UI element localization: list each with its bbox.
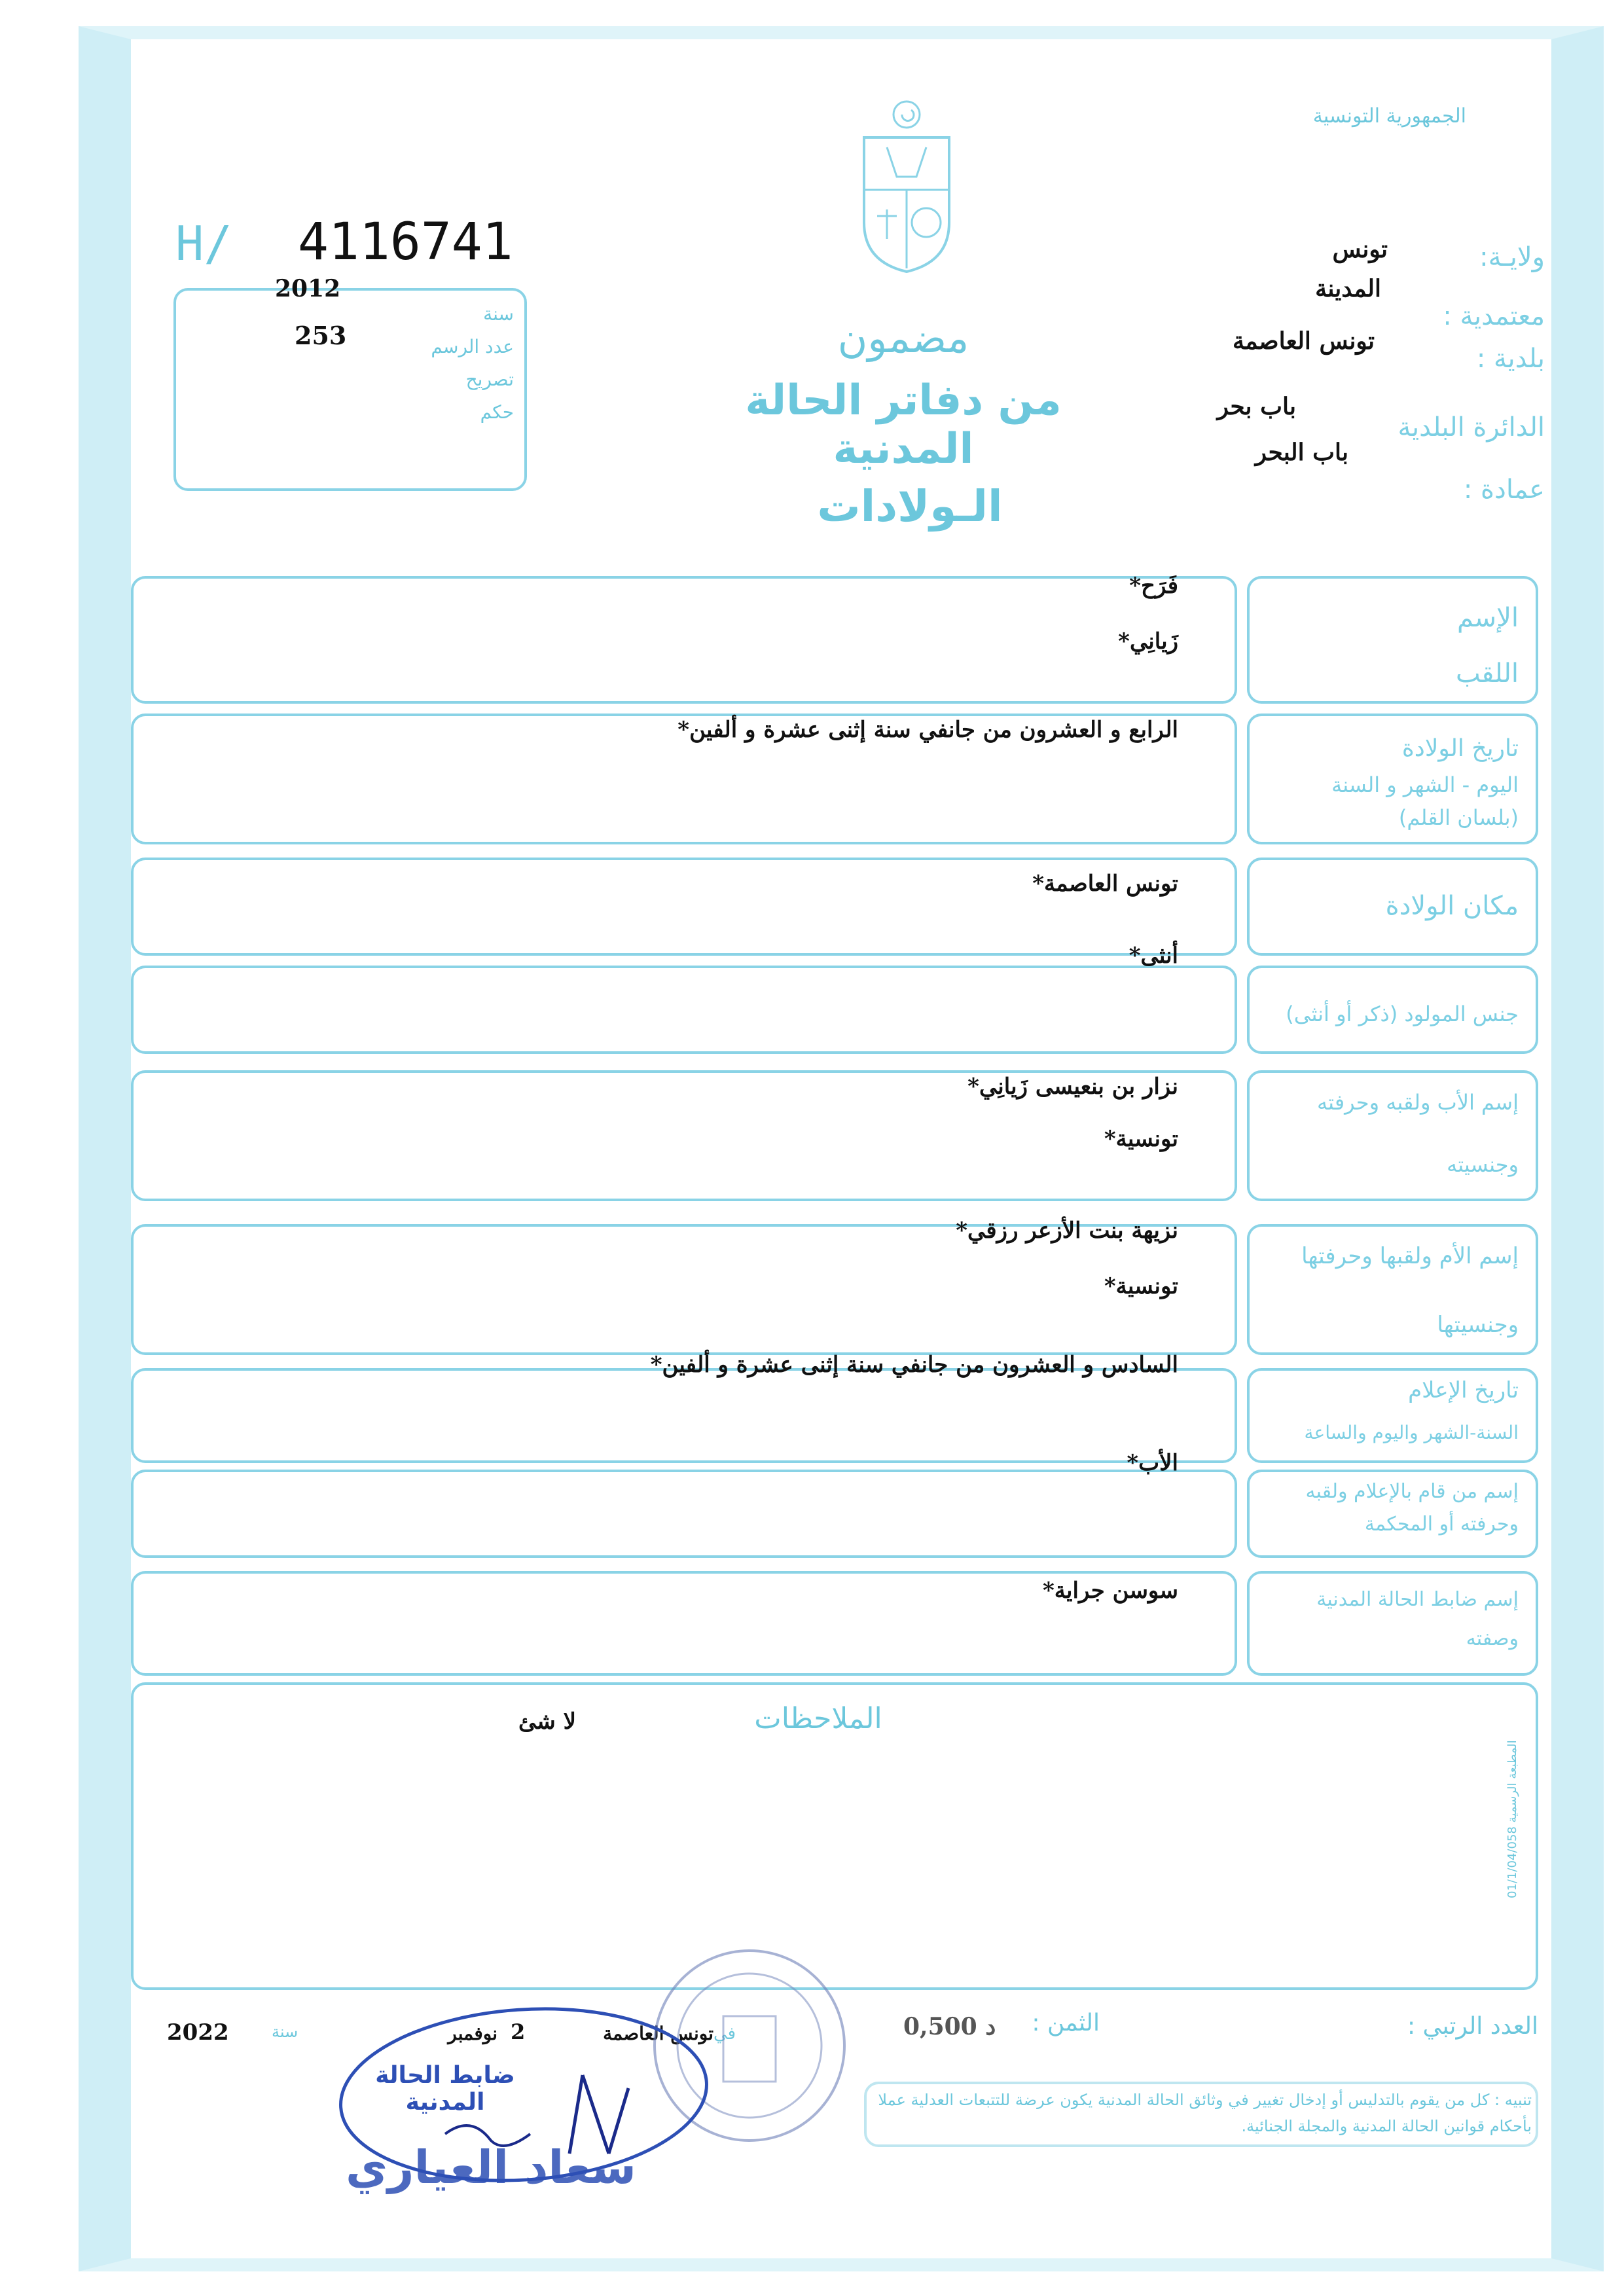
sex-value-box bbox=[131, 966, 1237, 1054]
title-content: مضمون bbox=[837, 314, 969, 362]
mootamadia-value: المدينة bbox=[1315, 275, 1381, 302]
place-prefix: في bbox=[713, 2024, 736, 2044]
place-value: تونس العاصمة bbox=[603, 2023, 713, 2044]
price-label: الثمن : bbox=[1032, 2010, 1100, 2036]
declarant-value-box bbox=[131, 1470, 1237, 1558]
declaration-value: السادس و العشرون من جانفي سنة إثنى عشرة و ألفين* bbox=[650, 1352, 1178, 1378]
baladia-value: تونس العاصمة bbox=[1232, 327, 1375, 355]
declarant-value: الأب* bbox=[1127, 1450, 1178, 1476]
mother-label: إسم الأم ولقبها وحرفتها bbox=[1301, 1243, 1519, 1269]
officer-label: إسم ضابط الحالة المدنية bbox=[1316, 1588, 1519, 1611]
surname-value: زَيانِي* bbox=[1118, 628, 1178, 655]
baladia-label: بلدية : bbox=[1476, 344, 1545, 374]
declarant-sublabel: وحرفته أو المحكمة bbox=[1364, 1513, 1519, 1536]
sex-value: أنثى* bbox=[1128, 943, 1178, 969]
officer-sublabel: وصفته bbox=[1466, 1627, 1519, 1650]
birthdate-value: الرابع و العشرون من جانفي سنة إثنى عشرة و ألفين* bbox=[677, 717, 1178, 743]
date-day: 2 bbox=[511, 2019, 526, 2044]
surname-label: اللقب bbox=[1455, 659, 1519, 689]
omada-value: باب البحر bbox=[1255, 439, 1348, 466]
date-year: 2022 bbox=[167, 2019, 229, 2046]
daira-label: الدائرة البلدية bbox=[1398, 412, 1545, 443]
sex-label: جنس المولود (ذكر أو أنثى) bbox=[1286, 1002, 1519, 1026]
date-month: نوفمبر bbox=[448, 2023, 497, 2044]
birthplace-value: تونس العاصمة* bbox=[1032, 871, 1178, 897]
daira-value: باب بحر bbox=[1217, 393, 1296, 420]
register-year: 2012 bbox=[275, 275, 341, 302]
officer-value: سوسن جراية* bbox=[1043, 1578, 1178, 1604]
price-value: 0,500 د bbox=[903, 2013, 996, 2040]
republic-label: الجمهورية التونسية bbox=[1312, 105, 1466, 128]
register-label-declaration: تصريح bbox=[465, 369, 514, 390]
declaration-sublabel: السنة-الشهر واليوم والساعة bbox=[1304, 1422, 1519, 1443]
coat-of-arms-icon bbox=[851, 92, 962, 275]
omada-label: عمادة : bbox=[1463, 475, 1545, 505]
serial-number: 4116741 bbox=[298, 213, 513, 272]
mother-sublabel: وجنسيتها bbox=[1437, 1312, 1519, 1338]
mother-name: نزيهة بنت الأزعر رزقي* bbox=[956, 1218, 1178, 1244]
remarks-value: لا شئ bbox=[518, 1708, 576, 1735]
declarant-label: إسم من قام بالإعلام ولقبه bbox=[1305, 1480, 1519, 1503]
name-label: الإسم bbox=[1456, 603, 1519, 633]
printer-mark: المطبعة الرسمية 01/1/04/058 bbox=[1506, 1740, 1519, 1898]
register-label-judgment: حكم bbox=[480, 401, 514, 423]
year-label: سنة bbox=[272, 2023, 298, 2041]
title-births: الـولادات bbox=[817, 481, 1003, 532]
register-label-number: عدد الرسم bbox=[431, 336, 514, 357]
father-nationality: تونسية* bbox=[1104, 1126, 1178, 1152]
officer-stamp-title: ضابط الحالة المدنية bbox=[375, 2062, 515, 2116]
register-label-year: سنة bbox=[483, 303, 514, 325]
warning-text: تنبيه : كل من يقوم بالتدليس أو إدخال تغيير في وثائق الحالة المدنية يكون عرضة للتتبعات العدلية عملا بأحكام قوانين الحالة المدنية والمجلة الجنائية. bbox=[878, 2091, 1532, 2135]
father-sublabel: وجنسيته bbox=[1447, 1152, 1519, 1177]
declaration-label: تاريخ الإعلام bbox=[1408, 1377, 1519, 1403]
mother-nationality: تونسية* bbox=[1104, 1273, 1178, 1299]
wilaya-value: تونس bbox=[1332, 236, 1388, 263]
birthdate-label: تاريخ الولادة bbox=[1401, 735, 1519, 762]
register-number: 253 bbox=[295, 321, 347, 350]
wilaya-label: ولايـة: bbox=[1479, 242, 1545, 272]
title-registers: من دفاتر الحالة المدنية bbox=[745, 376, 1062, 473]
serial-label: العدد الرتبي : bbox=[1407, 2013, 1538, 2040]
remarks-label: الملاحظات bbox=[754, 1702, 882, 1735]
birthdate-sublabel2: (بلسان القلم) bbox=[1398, 805, 1519, 830]
declaration-value-box bbox=[131, 1368, 1237, 1463]
father-name: نزار بن بنعيسى زَيانِي* bbox=[967, 1074, 1178, 1100]
birthdate-sublabel: اليوم - الشهر و السنة bbox=[1331, 772, 1519, 797]
birthplace-label: مكان الولادة bbox=[1385, 891, 1519, 921]
father-label: إسم الأب ولقبه وحرفته bbox=[1317, 1090, 1519, 1115]
register-labels bbox=[406, 298, 514, 429]
mootamadia-label: معتمدية : bbox=[1443, 301, 1545, 331]
name-value: فَرَح* bbox=[1129, 573, 1178, 599]
serial-prefix: H/ bbox=[175, 216, 232, 271]
officer-name-stamp: سعاد العياري bbox=[345, 2141, 637, 2194]
